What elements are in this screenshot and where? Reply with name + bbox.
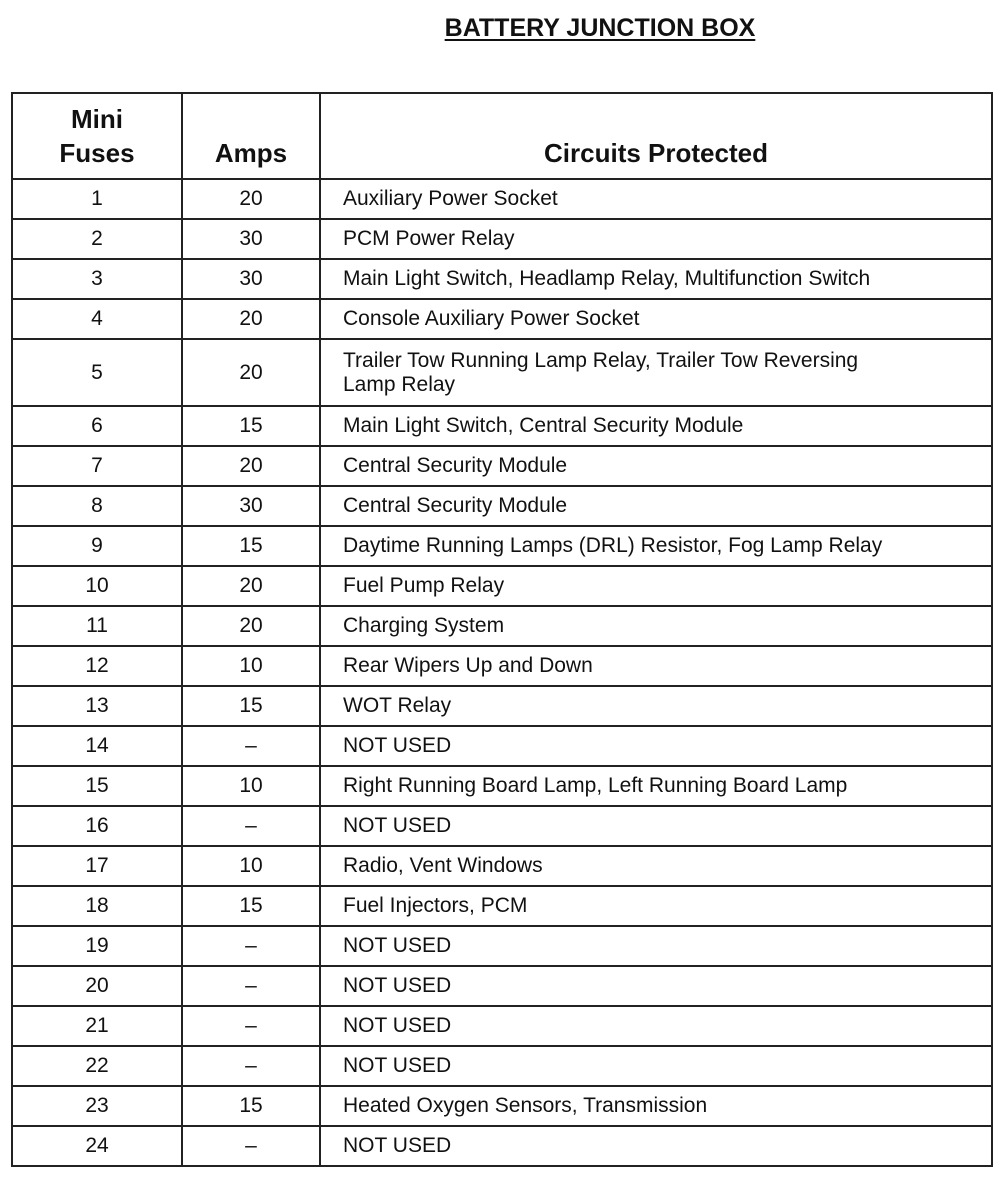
- table-row: [12, 606, 992, 646]
- fuse-number: 16: [12, 806, 182, 846]
- fuse-amps: 30: [182, 486, 320, 526]
- header-mini-fuses: [12, 93, 182, 179]
- table-row: [12, 886, 992, 926]
- fuse-amps: 30: [182, 259, 320, 299]
- table-row: [12, 299, 992, 339]
- circuits-protected: Central Security Module: [320, 486, 992, 526]
- circuits-protected: Main Light Switch, Central Security Module: [320, 406, 992, 446]
- fuse-amps: –: [182, 1006, 320, 1046]
- fuse-amps: 10: [182, 766, 320, 806]
- table-row: [12, 526, 992, 566]
- table-row: [12, 1046, 992, 1086]
- fuse-amps: 15: [182, 886, 320, 926]
- fuse-number: 6: [12, 406, 182, 446]
- fuse-number: 2: [12, 219, 182, 259]
- fuse-amps: 20: [182, 299, 320, 339]
- circuits-protected: NOT USED: [320, 726, 992, 766]
- fuse-amps: 15: [182, 526, 320, 566]
- header-mini-fuses-line2: Fuses: [59, 138, 135, 168]
- circuits-protected: Rear Wipers Up and Down: [320, 646, 992, 686]
- circuits-protected: PCM Power Relay: [320, 219, 992, 259]
- table-row: [12, 219, 992, 259]
- table-row: [12, 179, 992, 219]
- table-row: [12, 806, 992, 846]
- table-row: [12, 486, 992, 526]
- fuse-number: 8: [12, 486, 182, 526]
- fuse-number: 23: [12, 1086, 182, 1126]
- table-row: [12, 766, 992, 806]
- circuits-protected: Fuel Pump Relay: [320, 566, 992, 606]
- circuits-protected: Right Running Board Lamp, Left Running Board Lamp: [320, 766, 992, 806]
- fuse-number: 3: [12, 259, 182, 299]
- circuits-protected-line1: Trailer Tow Running Lamp Relay, Trailer Tow Reversing: [343, 348, 859, 372]
- circuits-protected: [320, 339, 992, 406]
- fuse-number: 13: [12, 686, 182, 726]
- fuse-number: 5: [12, 339, 182, 406]
- fuse-table: [11, 92, 993, 1167]
- table-row: [12, 1006, 992, 1046]
- fuse-number: 14: [12, 726, 182, 766]
- table-row: [12, 726, 992, 766]
- circuits-protected: WOT Relay: [320, 686, 992, 726]
- header-circuits-protected: Circuits Protected: [320, 93, 992, 179]
- fuse-amps: –: [182, 1046, 320, 1086]
- table-header-row: [12, 93, 992, 179]
- table-row: [12, 259, 992, 299]
- circuits-protected-line2: Lamp Relay: [343, 372, 456, 396]
- table-row: [12, 1126, 992, 1166]
- circuits-protected: Central Security Module: [320, 446, 992, 486]
- fuse-number: 10: [12, 566, 182, 606]
- circuits-protected: NOT USED: [320, 1046, 992, 1086]
- circuits-protected: Console Auxiliary Power Socket: [320, 299, 992, 339]
- circuits-protected: Heated Oxygen Sensors, Transmission: [320, 1086, 992, 1126]
- fuse-amps: 15: [182, 406, 320, 446]
- fuse-amps: 20: [182, 179, 320, 219]
- fuse-number: 15: [12, 766, 182, 806]
- fuse-number: 22: [12, 1046, 182, 1086]
- fuse-amps: 20: [182, 339, 320, 406]
- circuits-protected: NOT USED: [320, 966, 992, 1006]
- circuits-protected: Radio, Vent Windows: [320, 846, 992, 886]
- fuse-number: 4: [12, 299, 182, 339]
- table-row: [12, 446, 992, 486]
- table-row: [12, 926, 992, 966]
- fuse-amps: 20: [182, 446, 320, 486]
- fuse-number: 20: [12, 966, 182, 1006]
- fuse-amps: –: [182, 926, 320, 966]
- circuits-protected: Auxiliary Power Socket: [320, 179, 992, 219]
- fuse-number: 7: [12, 446, 182, 486]
- fuse-number: 1: [12, 179, 182, 219]
- fuse-number: 17: [12, 846, 182, 886]
- circuits-protected: Charging System: [320, 606, 992, 646]
- header-amps: Amps: [182, 93, 320, 179]
- fuse-amps: 15: [182, 686, 320, 726]
- table-row: [12, 406, 992, 446]
- fuse-amps: 15: [182, 1086, 320, 1126]
- page-title: BATTERY JUNCTION BOX: [444, 14, 756, 42]
- circuits-protected: Daytime Running Lamps (DRL) Resistor, Fog Lamp Relay: [320, 526, 992, 566]
- fuse-amps: 30: [182, 219, 320, 259]
- fuse-number: 12: [12, 646, 182, 686]
- fuse-number: 21: [12, 1006, 182, 1046]
- table-row: [12, 686, 992, 726]
- header-mini-fuses-line1: Mini: [71, 104, 123, 134]
- table-row: [12, 566, 992, 606]
- fuse-amps: 20: [182, 606, 320, 646]
- fuse-number: 24: [12, 1126, 182, 1166]
- table-row: [12, 339, 992, 406]
- table-row: [12, 1086, 992, 1126]
- fuse-number: 18: [12, 886, 182, 926]
- fuse-number: 11: [12, 606, 182, 646]
- circuits-protected: NOT USED: [320, 806, 992, 846]
- table-row: [12, 966, 992, 1006]
- fuse-number: 9: [12, 526, 182, 566]
- circuits-protected: Fuel Injectors, PCM: [320, 886, 992, 926]
- fuse-number: 19: [12, 926, 182, 966]
- fuse-amps: –: [182, 726, 320, 766]
- fuse-amps: 10: [182, 646, 320, 686]
- circuits-protected: Main Light Switch, Headlamp Relay, Multifunction Switch: [320, 259, 992, 299]
- fuse-amps: –: [182, 1126, 320, 1166]
- circuits-protected: NOT USED: [320, 1006, 992, 1046]
- fuse-amps: –: [182, 806, 320, 846]
- circuits-protected: NOT USED: [320, 1126, 992, 1166]
- table-row: [12, 846, 992, 886]
- circuits-protected: NOT USED: [320, 926, 992, 966]
- table-row: [12, 646, 992, 686]
- fuse-amps: 10: [182, 846, 320, 886]
- fuse-amps: 20: [182, 566, 320, 606]
- fuse-amps: –: [182, 966, 320, 1006]
